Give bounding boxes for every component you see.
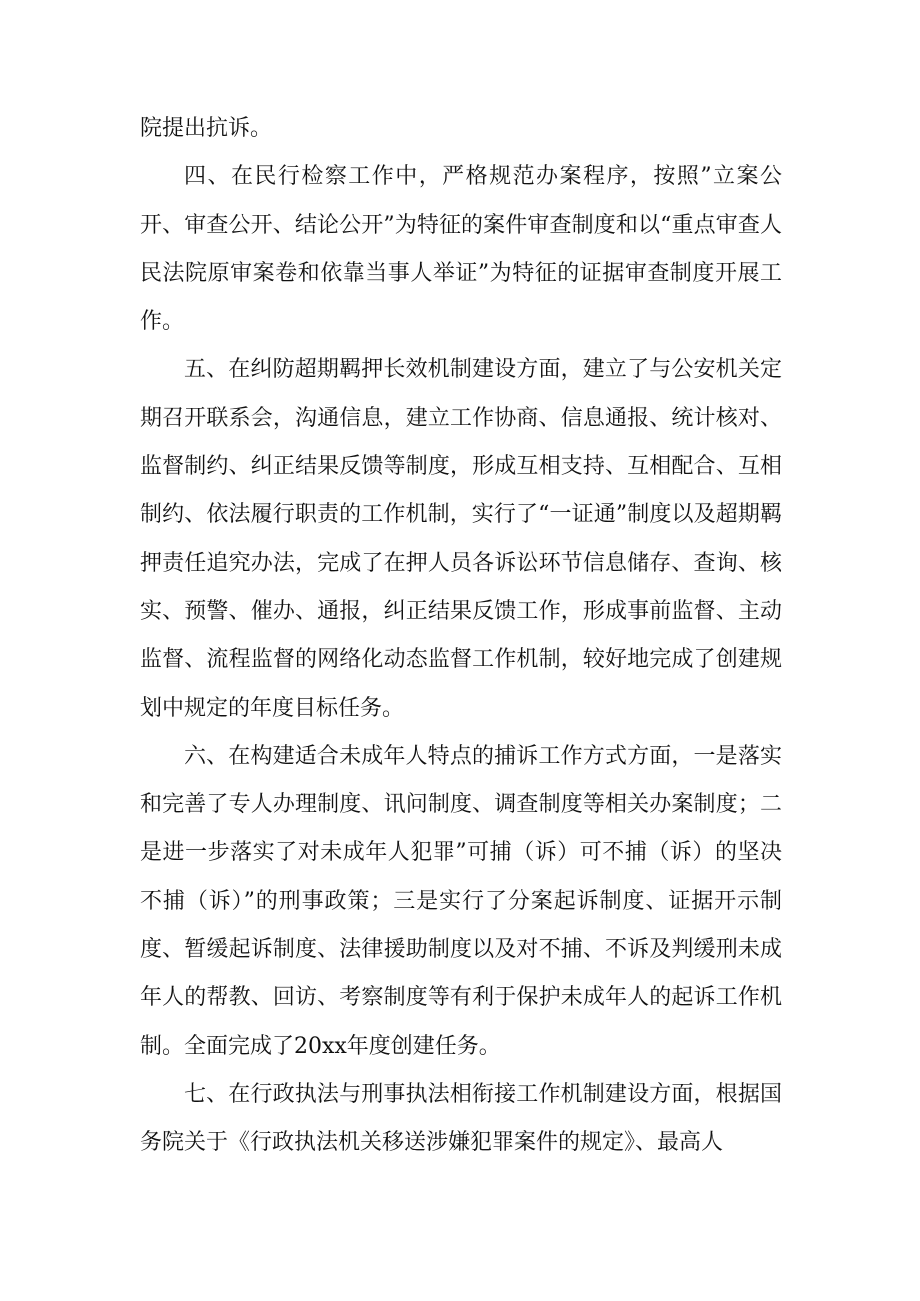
paragraph-continuation: 院提出抗诉。 [140, 116, 273, 141]
document-body [140, 105, 782, 1168]
paragraph-section-5: 五、在纠防超期羁押长效机制建设方面，建立了与公安机关定期召开联系会，沟通信息，建立工作协商、信息通报、统计核对、监督制约、纠正结果反馈等制度，形成互相支持、互相配合、互相制约、依法履行职责的工作机制，实行了“一证通”制度以及超期羁押责任追究办法，完成了在押人员各诉讼环节信息储存、查询、核实、预警、催办、通报，纠正结果反馈工作，形成事前监督、主动监督、流程监督的网络化动态监督工作机制，较好地完成了创建规划中规定的年度目标任务。 [140, 357, 782, 721]
paragraph-section-7: 七、在行政执法与刑事执法相衔接工作机制建设方面，根据国务院关于《行政执法机关移送涉嫌犯罪案件的规定》、最高人 [140, 1081, 782, 1156]
paragraph-section-4: 四、在民行检察工作中，严格规范办案程序，按照”立案公开、审查公开、结论公开”为特征的案件审查制度和以“重点审查人民法院原审案卷和依靠当事人举证”为特征的证据审查制度开展工作。 [140, 164, 782, 335]
paragraph-section-6: 六、在构建适合未成年人特点的捕诉工作方式方面，一是落实和完善了专人办理制度、讯问制度、调查制度等相关办案制度；二是进一步落实了对未成年人犯罪”可捕（诉）可不捕（诉）的坚决不捕（诉）”的刑事政策；三是实行了分案起诉制度、证据开示制度、暂缓起诉制度、法律援助制度以及对不捕、不诉及判缓刑未成年人的帮教、回访、考察制度等有利于保护未成年人的起诉工作机制。全面完成了20xx年度创建任务。 [140, 743, 782, 1059]
